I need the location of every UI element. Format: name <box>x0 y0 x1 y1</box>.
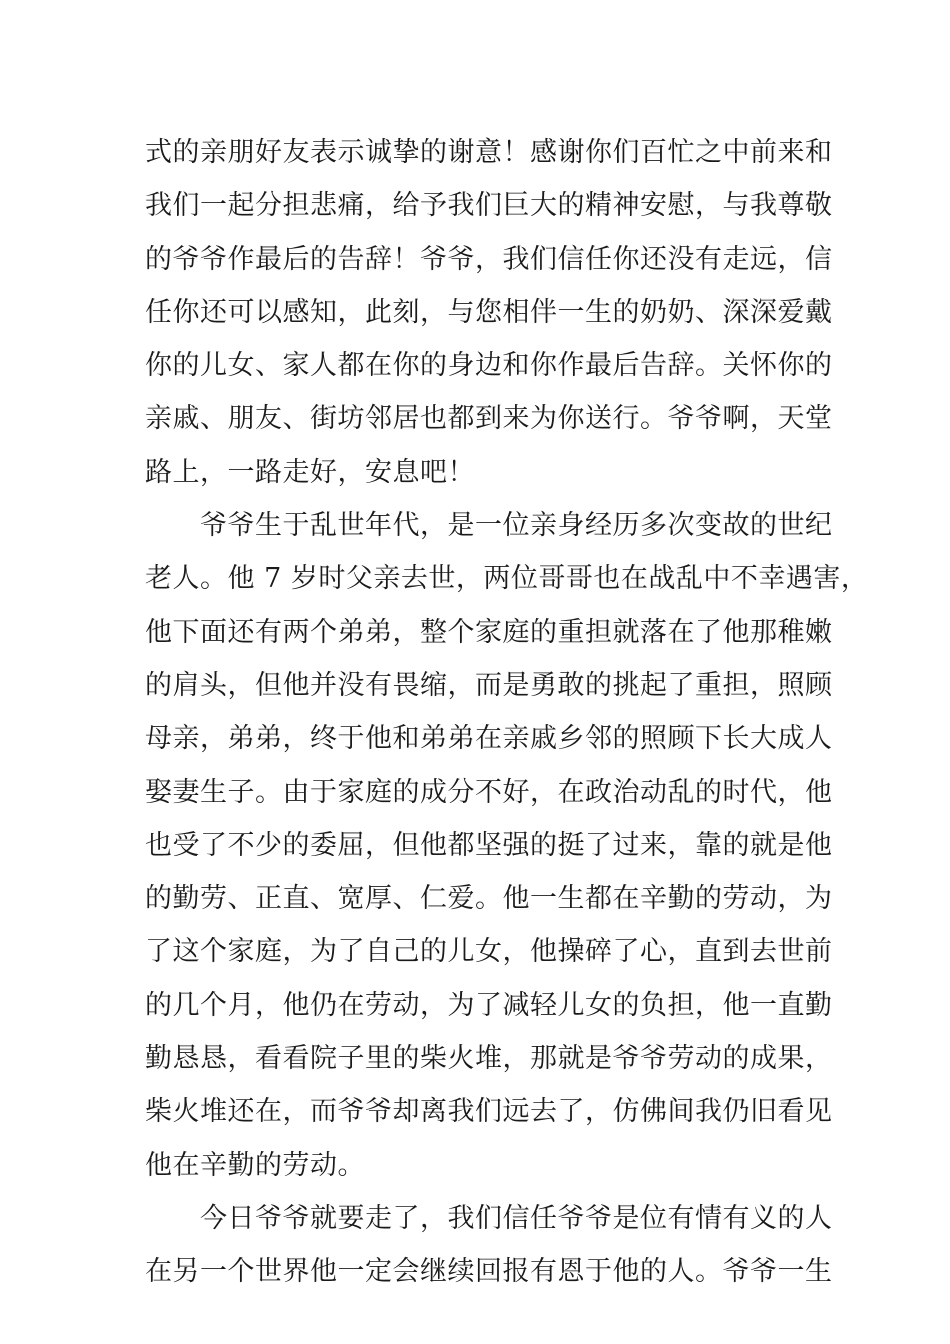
paragraph-2-line-12: 柴火堆还在，而爷爷却离我们远去了，仿佛间我仍旧看见 <box>145 1096 833 1128</box>
paragraph-2-line-10: 的几个月，他仍在劳动，为了减轻儿女的负担，他一直勤 <box>145 989 833 1021</box>
paragraph-1-line-6: 亲戚、朋友、街坊邻居也都到来为你送行。爷爷啊，天堂 <box>145 403 833 435</box>
paragraph-1-line-5: 你的儿女、家人都在你的身边和你作最后告辞。关怀你的 <box>145 350 833 382</box>
paragraph-1-line-7: 路上，一路走好，安息吧！ <box>145 456 475 488</box>
paragraph-1-line-3: 的爷爷作最后的告辞！爷爷，我们信任你还没有走远，信 <box>145 243 833 275</box>
paragraph-2-line-4: 的肩头，但他并没有畏缩，而是勇敢的挑起了重担，照顾 <box>145 669 833 701</box>
paragraph-3-line-1: 今日爷爷就要走了，我们信任爷爷是位有情有义的人 <box>200 1202 833 1234</box>
paragraph-2-line-7: 也受了不少的委屈，但他都坚强的挺了过来，靠的就是他 <box>145 829 833 861</box>
paragraph-3-line-2: 在另一个世界他一定会继续回报有恩于他的人。爷爷一生 <box>145 1256 833 1288</box>
body-text <box>145 126 869 1299</box>
paragraph-2-line-5: 母亲，弟弟，终于他和弟弟在亲戚乡邻的照顾下长大成人 <box>145 723 833 755</box>
paragraph-2-line-8: 的勤劳、正直、宽厚、仁爱。他一生都在辛勤的劳动，为 <box>145 883 833 915</box>
paragraph-1-line-1: 式的亲朋好友表示诚挚的谢意！感谢你们百忙之中前来和 <box>145 137 833 168</box>
paragraph-1-line-4: 任你还可以感知，此刻，与您相伴一生的奶奶、深深爱戴 <box>145 296 833 328</box>
paragraph-2-line-9: 了这个家庭，为了自己的儿女，他操碎了心，直到去世前 <box>145 936 833 968</box>
paragraph-2-line-6: 娶妻生子。由于家庭的成分不好，在政治动乱的时代，他 <box>145 776 833 808</box>
paragraph-2-line-11: 勤恳恳，看看院子里的柴火堆，那就是爷爷劳动的成果， <box>145 1043 833 1075</box>
paragraph-2-line-1: 爷爷生于乱世年代，是一位亲身经历多次变故的世纪 <box>200 510 833 542</box>
paragraph-2-line-3: 他下面还有两个弟弟，整个家庭的重担就落在了他那稚嫩 <box>145 616 833 648</box>
paragraph-2-line-13: 他在辛勤的劳动。 <box>145 1149 365 1181</box>
paragraph-1-line-2: 我们一起分担悲痛，给予我们巨大的精神安慰，与我尊敬 <box>145 190 833 222</box>
paragraph-2-line-2: 老人。他 7 岁时父亲去世，两位哥哥也在战乱中不幸遇害， <box>145 563 869 595</box>
